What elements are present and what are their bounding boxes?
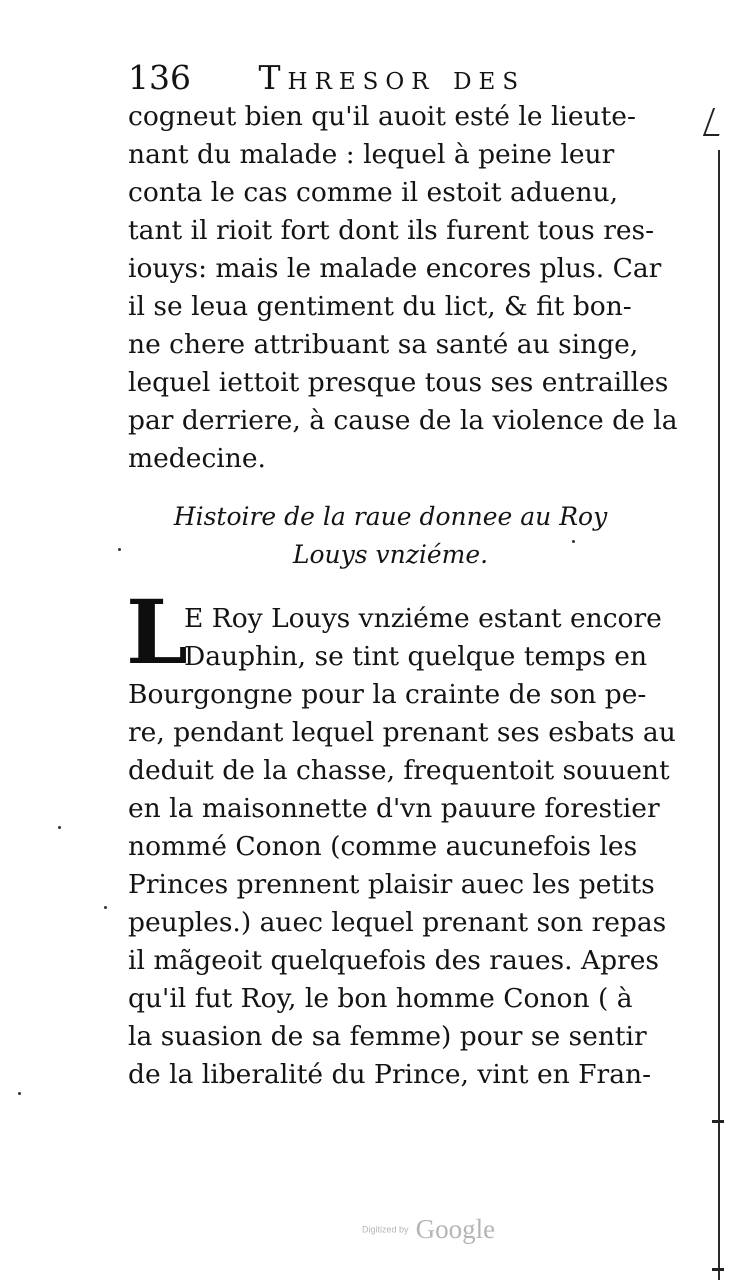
ink-speck [18, 1092, 21, 1095]
watermark-prefix: Digitized by [362, 1224, 409, 1235]
digitized-watermark [362, 1214, 542, 1248]
text-line: nant du malade : lequel à peine leur [128, 139, 615, 170]
text-line: il mãgeoit quelquefois des raues. Apres [128, 945, 659, 976]
section-heading [128, 498, 653, 574]
text-line: Princes prennent plaisir auec les petits [128, 869, 655, 900]
text-line: tant il rioit fort dont ils furent tous res- [128, 215, 655, 246]
text-line: Bourgongne pour la crainte de son pe- [128, 679, 647, 710]
ink-speck [104, 906, 107, 909]
paragraph-continued [128, 98, 678, 478]
page-edge-mark [703, 108, 729, 136]
ink-speck [58, 826, 61, 829]
text-line: il se leua gentiment du lict, & fit bon- [128, 291, 632, 322]
page-edge-tick [712, 1268, 724, 1271]
text-line: par derriere, à cause de la violence de la [128, 405, 678, 436]
text-line: E Roy Louys vnziéme estant encore [184, 603, 662, 634]
text-line: peuples.) auec lequel prenant son repas [128, 907, 667, 938]
text-line: re, pendant lequel prenant ses esbats au [128, 717, 676, 748]
ink-speck [118, 548, 121, 551]
text-line: qu'il fut Roy, le bon homme Conon ( à [128, 983, 633, 1014]
page-edge-line [718, 150, 720, 1280]
heading-line: Histoire de la raue donnee au Roy [173, 502, 608, 531]
page-number: 136 [128, 58, 191, 97]
paragraph-story [128, 600, 676, 1094]
text-line: iouys: mais le malade encores plus. Car [128, 253, 662, 284]
text-line: en la maisonnette d'vn pauure forestier [128, 793, 660, 824]
text-line: deduit de la chasse, frequentoit souuent [128, 755, 670, 786]
text-line: ne chere attribuant sa santé au singe, [128, 329, 639, 360]
running-title: Thresor des [258, 58, 526, 97]
text-line: cogneut bien qu'il auoit esté le lieute- [128, 101, 636, 132]
text-line: Dauphin, se tint quelque temps en [184, 641, 648, 672]
running-header [128, 58, 558, 98]
text-line: medecine. [128, 443, 266, 474]
heading-line: Louys vnziéme. [292, 540, 489, 569]
text-line: la suasion de sa femme) pour se sentir [128, 1021, 647, 1052]
ink-speck [572, 540, 575, 543]
text-line: conta le cas comme il estoit aduenu, [128, 177, 619, 208]
text-line: de la liberalité du Prince, vint en Fran- [128, 1059, 652, 1090]
text-line: nommé Conon (comme aucunefois les [128, 831, 638, 862]
text-line: lequel iettoit presque tous ses entrailles [128, 367, 669, 398]
page-edge-tick [712, 1120, 724, 1123]
drop-cap: L [126, 580, 188, 684]
google-logo: Google [415, 1214, 496, 1244]
